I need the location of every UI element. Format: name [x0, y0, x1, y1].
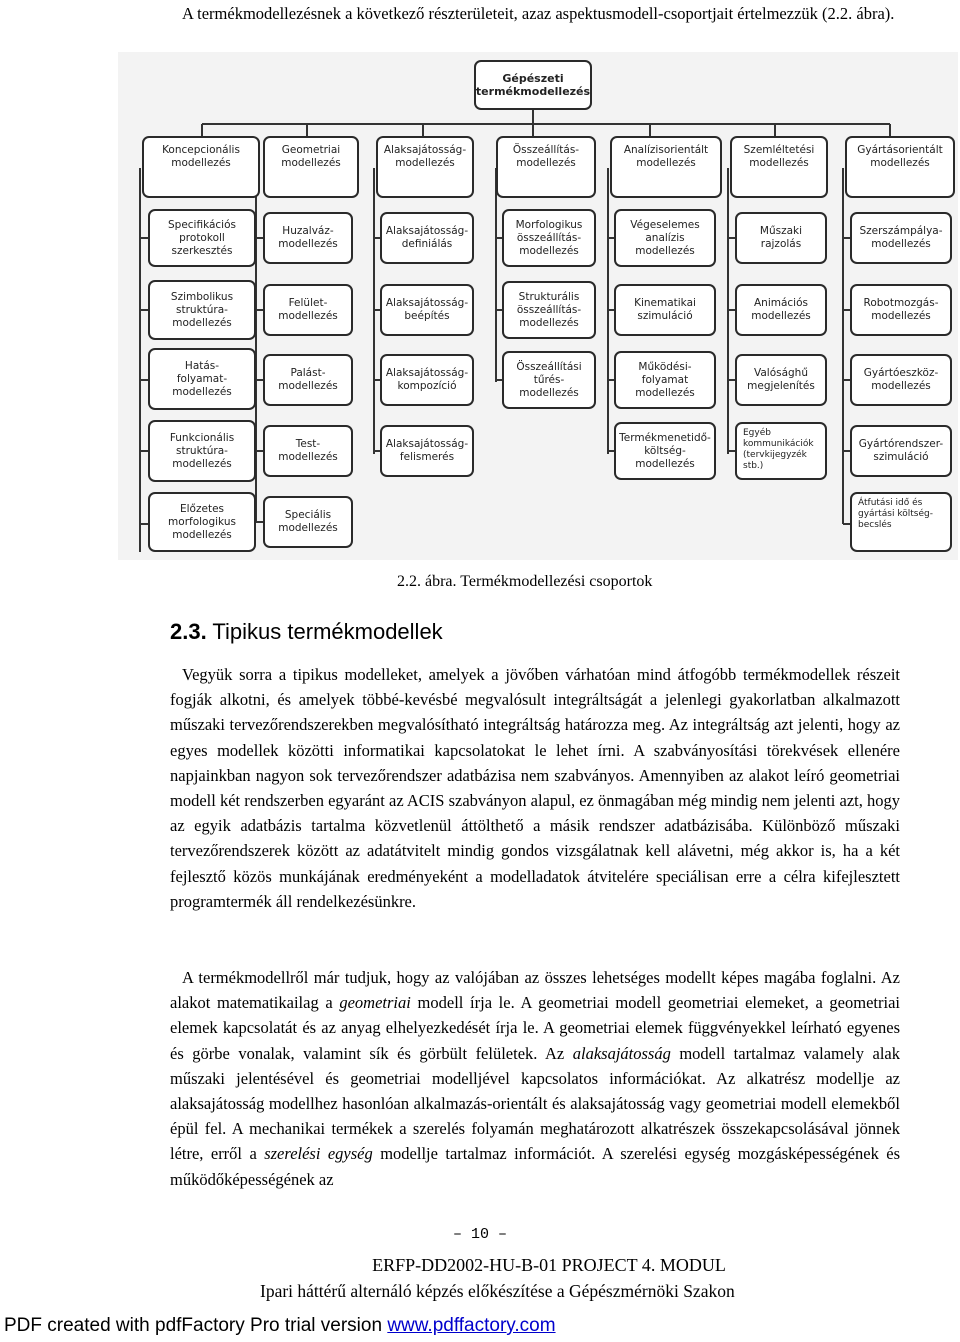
p2-term-feature: alaksajátosság — [572, 1043, 671, 1063]
node-operation-process: Működési- folyamat modellezés — [614, 351, 716, 409]
p2-part-d: modellje tartalmaz információt. A szerelési egység mozgásképességének és működőképességének az — [170, 1144, 901, 1189]
node-fem-analysis: Végeselemes analízis modellezés — [614, 209, 716, 267]
p2-term-assembly-unit: szerelési egység — [264, 1144, 373, 1164]
pdffactory-link[interactable]: www.pdffactory.com — [387, 1315, 556, 1336]
node-structural-assembly: Strukturális összeállítás- modellezés — [502, 281, 596, 339]
node-head-manufacturing: Gyártásorientált modellezés — [845, 136, 955, 198]
node-shell: Palást- modellezés — [263, 354, 353, 406]
node-head-analysis: Analízisorientált modellezés — [610, 136, 722, 198]
node-functional-structure: Funkcionális struktúra- modellezés — [148, 420, 256, 482]
node-technical-drawing: Műszaki rajzolás — [735, 212, 827, 264]
node-kinematic-simulation: Kinematikai szimuláció — [614, 284, 716, 336]
node-head-geometric: Geometriai modellezés — [263, 136, 359, 198]
node-feature-composition: Alaksajátosság- kompozíció — [380, 354, 474, 406]
node-manufacturing-tool: Gyártóeszköz- modellezés — [850, 354, 952, 406]
node-feature-insertion: Alaksajátosság- beépítés — [380, 284, 474, 336]
node-special: Speciális modellezés — [263, 496, 353, 548]
body-paragraph-1: Vegyük sorra a tipikus modelleket, amelyek a jövőben várhatóan mind átfogóbb termékmodellek részeit fogják alkotni, és amelyek többé-kevésbé megvalósult integráltságát a jelenlegi gyakorlatban alkalmazott műszaki tervezőrendszerekben megvalósítható integráltság határozza meg. Az integráltság azt jelenti, hogy az egyes modellek közötti informatikai kapcsolatokat le lehet írni. A szabványosítási törekvések ellenére napjainkban nagyon sok tervezőrendszer adatbázisa nem szabványos. Amennyiben az alakot leíró geometriai modell két rendszerben egyaránt az ACIS szabványon alapul, ez önmagában még mindig nem jelenti azt, hogy az egyik adatbázis tartalma közvetlenül áttölthető a másik rendszer adatbázisába. Különböző műszaki tervezőrendszerek között az adatátvitelt mindig gondos vizsgálatnak kell alávetni, még akkor is, ha a két fejlesztő közös munkájának eredményeként a modelladatok átvitelére speciálisan erre a célra kifejlesztett programtermék áll rendelkezésünkre. — [170, 665, 900, 911]
pdf-banner — [4, 1315, 556, 1337]
node-symbolic-structure: Szimbolikus struktúra- modellezés — [148, 280, 256, 340]
node-specification-protocol: Specifikációs protokoll szerkesztés — [148, 209, 256, 267]
node-root: Gépészeti termékmodellezés — [474, 60, 592, 110]
p2-term-geometric: geometriai — [339, 993, 411, 1013]
node-head-conceptual: Koncepcionális modellezés — [142, 136, 260, 198]
product-modeling-diagram — [118, 52, 958, 560]
body-paragraph-2 — [170, 965, 900, 1192]
p2-part-c: modell tartalmaz valamely alak műszaki jelentésével és geometriai modelljével kapcsolatos információkat. Az alkatrész modellje az alaksajátosság modellhez hasonlóan alkalmazás-orientált és alaksajátosság vagy geometriai modell elemekből épül fel. A mechanikai termékek a szerelés folyamán meghatározott alkatrészek összekapcsolásával jönnek létre, erről a — [170, 1043, 900, 1164]
section-title: Tipikus termékmodellek — [212, 619, 443, 644]
p2-part-a: A termékmodellről már tudjuk, hogy az valójában az összes lehetséges modellt képes magába foglalni. Az alakot matematikailag a — [170, 968, 900, 1013]
footer-course: Ipari háttérű alternáló képzés előkészítése a Gépészmérnöki Szakon — [260, 1281, 735, 1301]
node-feature-recognition: Alaksajátosság- felismerés — [380, 425, 474, 477]
node-solid: Test- modellezés — [263, 425, 353, 477]
figure-caption: 2.2. ábra. Termékmodellezési csoportok — [397, 573, 653, 590]
node-product-cost: Termékmenetidő- költség- modellezés — [614, 422, 716, 480]
node-morphological-assembly: Morfologikus összeállítás- modellezés — [502, 209, 596, 267]
pdf-banner-text: PDF created with pdfFactory Pro trial version — [4, 1315, 388, 1336]
section-number: 2.3. — [170, 619, 207, 644]
node-leadtime-cost: Átfutási idő és gyártási költség- becslés — [850, 492, 952, 552]
node-surface: Felület- modellezés — [263, 284, 353, 336]
intro-paragraph: A termékmodellezésnek a következő részterületeit, azaz aspektusmodell-csoportjait értelmezzük (2.2. ábra). — [182, 4, 895, 23]
node-feature-definition: Alaksajátosság- definiálás — [380, 212, 474, 264]
page-number: – 10 – — [452, 1226, 507, 1243]
node-toolpath: Szerszámpálya- modellezés — [850, 212, 952, 264]
node-assembly-tolerance: Összeállítási tűrés- modellezés — [502, 351, 596, 409]
node-head-visualization: Szemléltetési modellezés — [730, 136, 828, 198]
node-realistic-rendering: Valósághű megjelenítés — [735, 354, 827, 406]
node-manufacturing-system: Gyártórendszer- szimuláció — [850, 425, 952, 477]
node-animation: Animációs modellezés — [735, 284, 827, 336]
node-head-assembly: Összeállítás- modellezés — [496, 136, 596, 198]
node-head-feature: Alaksajátosság- modellezés — [376, 136, 474, 198]
footer-project: ERFP-DD2002-HU-B-01 PROJECT 4. MODUL — [372, 1255, 726, 1275]
p2-part-b: modell írja le. A geometriai modell geometriai elemeket, a geometriai elemek kapcsolatát és az anyag elhelyezkedését írja le. A geometriai elemek függvényekkel leírható egyenes és görbe vonalak, valamint sík és görbült felületek. Az — [170, 993, 900, 1063]
node-robot-motion: Robotmozgás- modellezés — [850, 284, 952, 336]
node-wireframe: Huzalváz- modellezés — [263, 212, 353, 264]
node-preliminary-morphology: Előzetes morfologikus modellezés — [148, 492, 256, 552]
node-effect-process: Hatás- folyamat- modellezés — [148, 348, 256, 410]
section-heading — [170, 619, 443, 645]
node-other-communication: Egyéb kommunikációk (tervkijegyzék stb.) — [735, 422, 827, 480]
